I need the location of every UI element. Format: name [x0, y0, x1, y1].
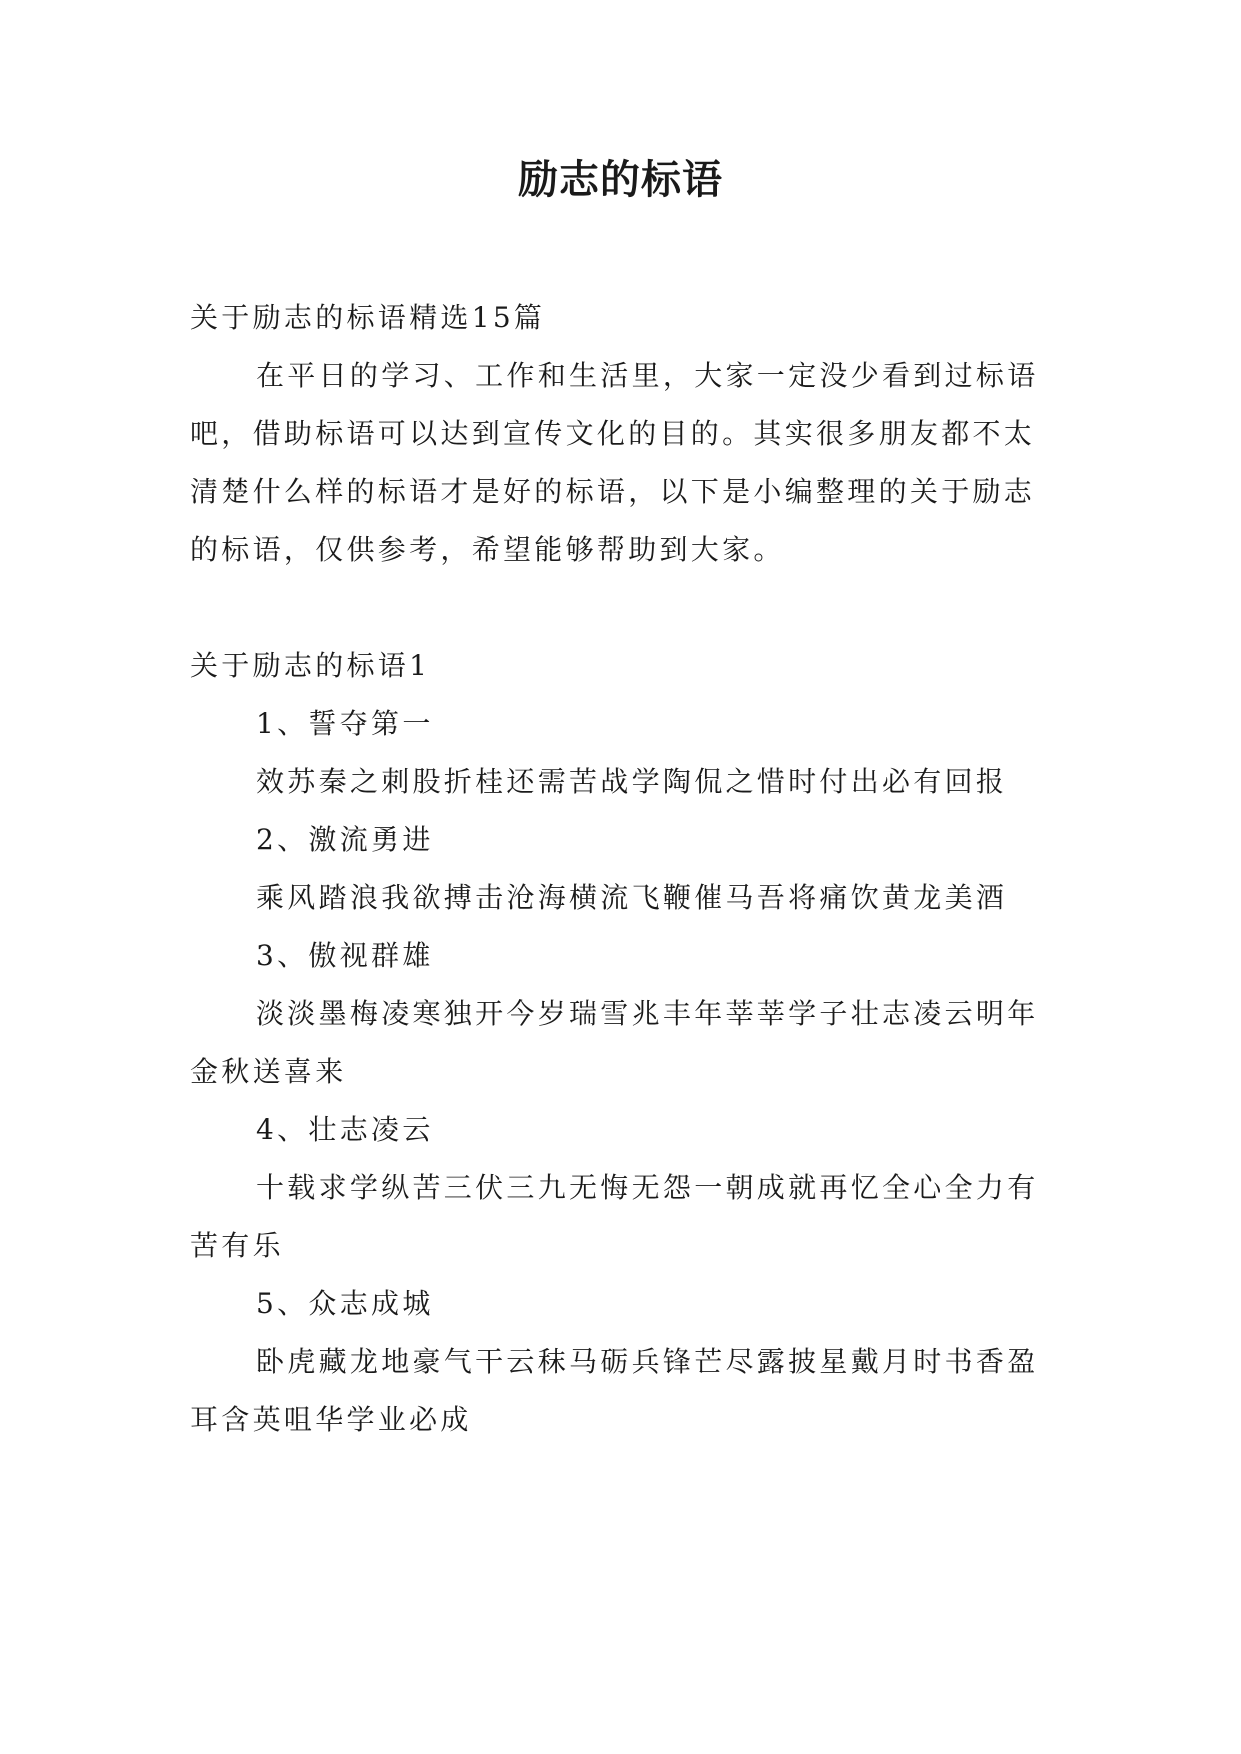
item-heading: 1、誓夺第一 [256, 707, 434, 740]
item-text: 卧虎藏龙地豪气干云秣马砺兵锋芒尽露披星戴月时书香盈耳含英咀华学业必成 [190, 1345, 1039, 1436]
item-heading: 3、傲视群雄 [256, 939, 434, 972]
document-body [190, 289, 1050, 1449]
section-heading: 关于励志的标语1 [190, 649, 431, 682]
item-text: 十载求学纵苦三伏三九无悔无怨一朝成就再忆全心全力有苦有乐 [190, 1171, 1039, 1262]
intro-paragraph: 在平日的学习、工作和生活里，大家一定没少看到过标语吧，借助标语可以达到宣传文化的目的。其实很多朋友都不太清楚什么样的标语才是好的标语，以下是小编整理的关于励志的标语，仅供参考，希望能够帮助到大家。 [190, 359, 1039, 566]
document-title: 励志的标语 [518, 157, 723, 203]
item-text: 乘风踏浪我欲搏击沧海横流飞鞭催马吾将痛饮黄龙美酒 [256, 881, 1008, 914]
item-text: 淡淡墨梅凌寒独开今岁瑞雪兆丰年莘莘学子壮志凌云明年金秋送喜来 [190, 997, 1039, 1088]
item-heading: 4、壮志凌云 [256, 1113, 434, 1146]
item-text: 效苏秦之刺股折桂还需苦战学陶侃之惜时付出必有回报 [256, 765, 1008, 798]
item-heading: 5、众志成城 [256, 1287, 434, 1320]
document-subtitle: 关于励志的标语精选15篇 [190, 301, 546, 334]
item-heading: 2、激流勇进 [256, 823, 434, 856]
